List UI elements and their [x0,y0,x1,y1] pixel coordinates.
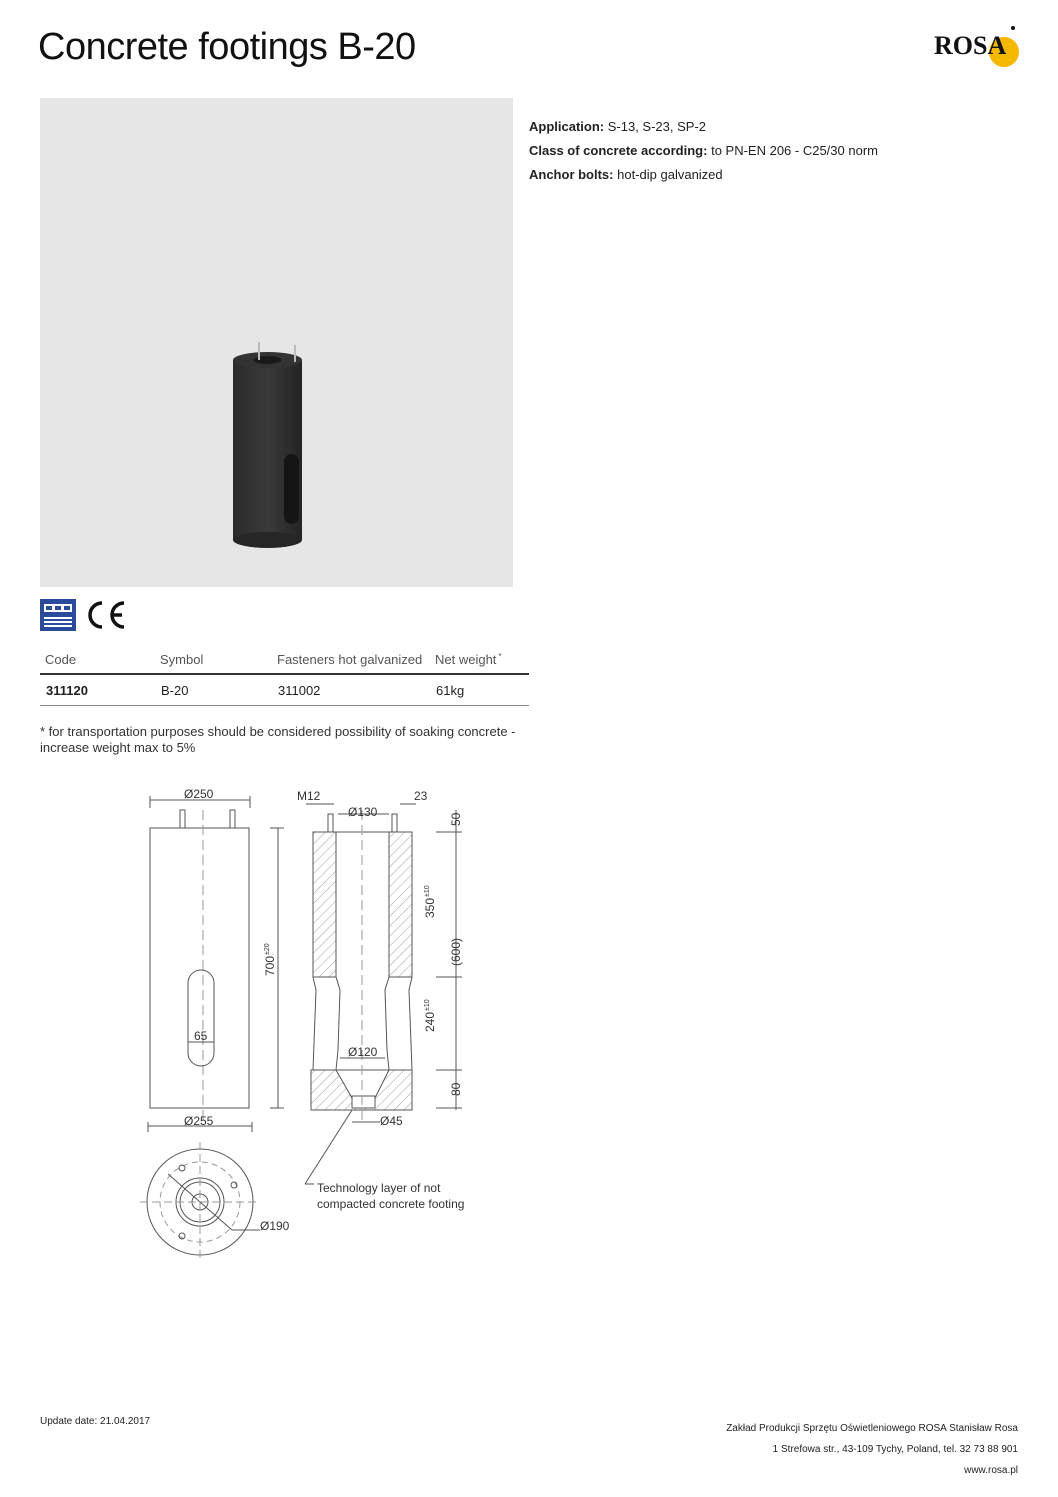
cell-symbol: B-20 [155,674,272,706]
company-name: Zakład Produkcji Sprzętu Oświetleniowego ROSA Stanisław Rosa [726,1423,1018,1434]
col-symbol: Symbol [155,648,272,674]
quality-control-badge-icon [40,599,76,631]
dim-600: (600) [449,937,463,966]
tech-label-line2: compacted concrete footing [317,1197,465,1211]
product-photo [40,98,513,587]
section-view [306,804,462,1122]
dim-600-label [449,938,463,966]
dim-bore-low: Ø120 [348,1045,378,1059]
table-header-row [40,648,529,674]
product-table [40,648,529,706]
spec-application: Application: S-13, S-23, SP-2 [529,119,707,134]
dim-height: 700 [263,955,277,976]
spec-anchor-bolts: Anchor bolts: hot-dip galvanized [529,167,723,182]
company-footer [726,1418,1018,1481]
dim-hole: Ø45 [380,1114,403,1128]
technical-drawing [100,780,520,1270]
cell-code: 311120 [40,674,155,706]
dim-bottom-width: Ø255 [184,1114,214,1128]
certification-marks [40,597,140,635]
dim-240-tol: ±10 [424,999,431,1011]
logo-text: ROSA [934,31,1007,60]
dim-350-tol: ±10 [424,885,431,897]
dim-top-50: 50 [449,812,463,826]
table-row [40,674,529,706]
rosa-logo [928,20,1028,72]
dim-240-label [423,999,437,1032]
concrete-footing-image [40,98,513,587]
dim-top-width: Ø250 [184,787,214,801]
col-fasteners: Fasteners hot galvanized [272,648,430,674]
company-address: 1 Strefowa str., 43-109 Tychy, Poland, tel. 32 73 88 901 [772,1444,1018,1455]
tech-label-line1: Technology layer of not [317,1181,441,1195]
col-code: Code [40,648,155,674]
dim-bore-top: Ø130 [348,805,378,819]
dim-bolt-circle: Ø190 [260,1219,290,1233]
logo-dot [1011,26,1015,30]
col-net-weight: Net weight * [430,648,529,674]
dim-bolt-len: 23 [414,789,428,803]
dim-80: 80 [449,1082,463,1096]
update-date: Update date: 21.04.2017 [40,1416,151,1427]
dim-350-label [423,885,437,918]
footnote: * for transportation purposes should be considered possibility of soaking concrete - increase weight max to 5% [40,724,516,755]
dim-80-label [449,1082,463,1096]
spec-concrete-class: Class of concrete according: to PN-EN 206 - C25/30 norm [529,143,878,158]
dim-350: 350 [423,897,437,918]
ce-mark-icon [90,603,124,627]
cell-fasteners: 311002 [272,674,430,706]
dim-height-label [263,943,277,976]
page-title: Concrete footings B-20 [38,26,416,68]
dim-slot-width: 65 [194,1029,208,1043]
dim-top-50-label [449,812,463,826]
dim-thread: M12 [297,789,321,803]
company-website[interactable]: www.rosa.pl [964,1465,1018,1476]
dim-height-tol: ±20 [264,943,271,955]
dim-240: 240 [423,1011,437,1032]
specifications [529,115,878,187]
cell-weight: 61kg [430,674,529,706]
